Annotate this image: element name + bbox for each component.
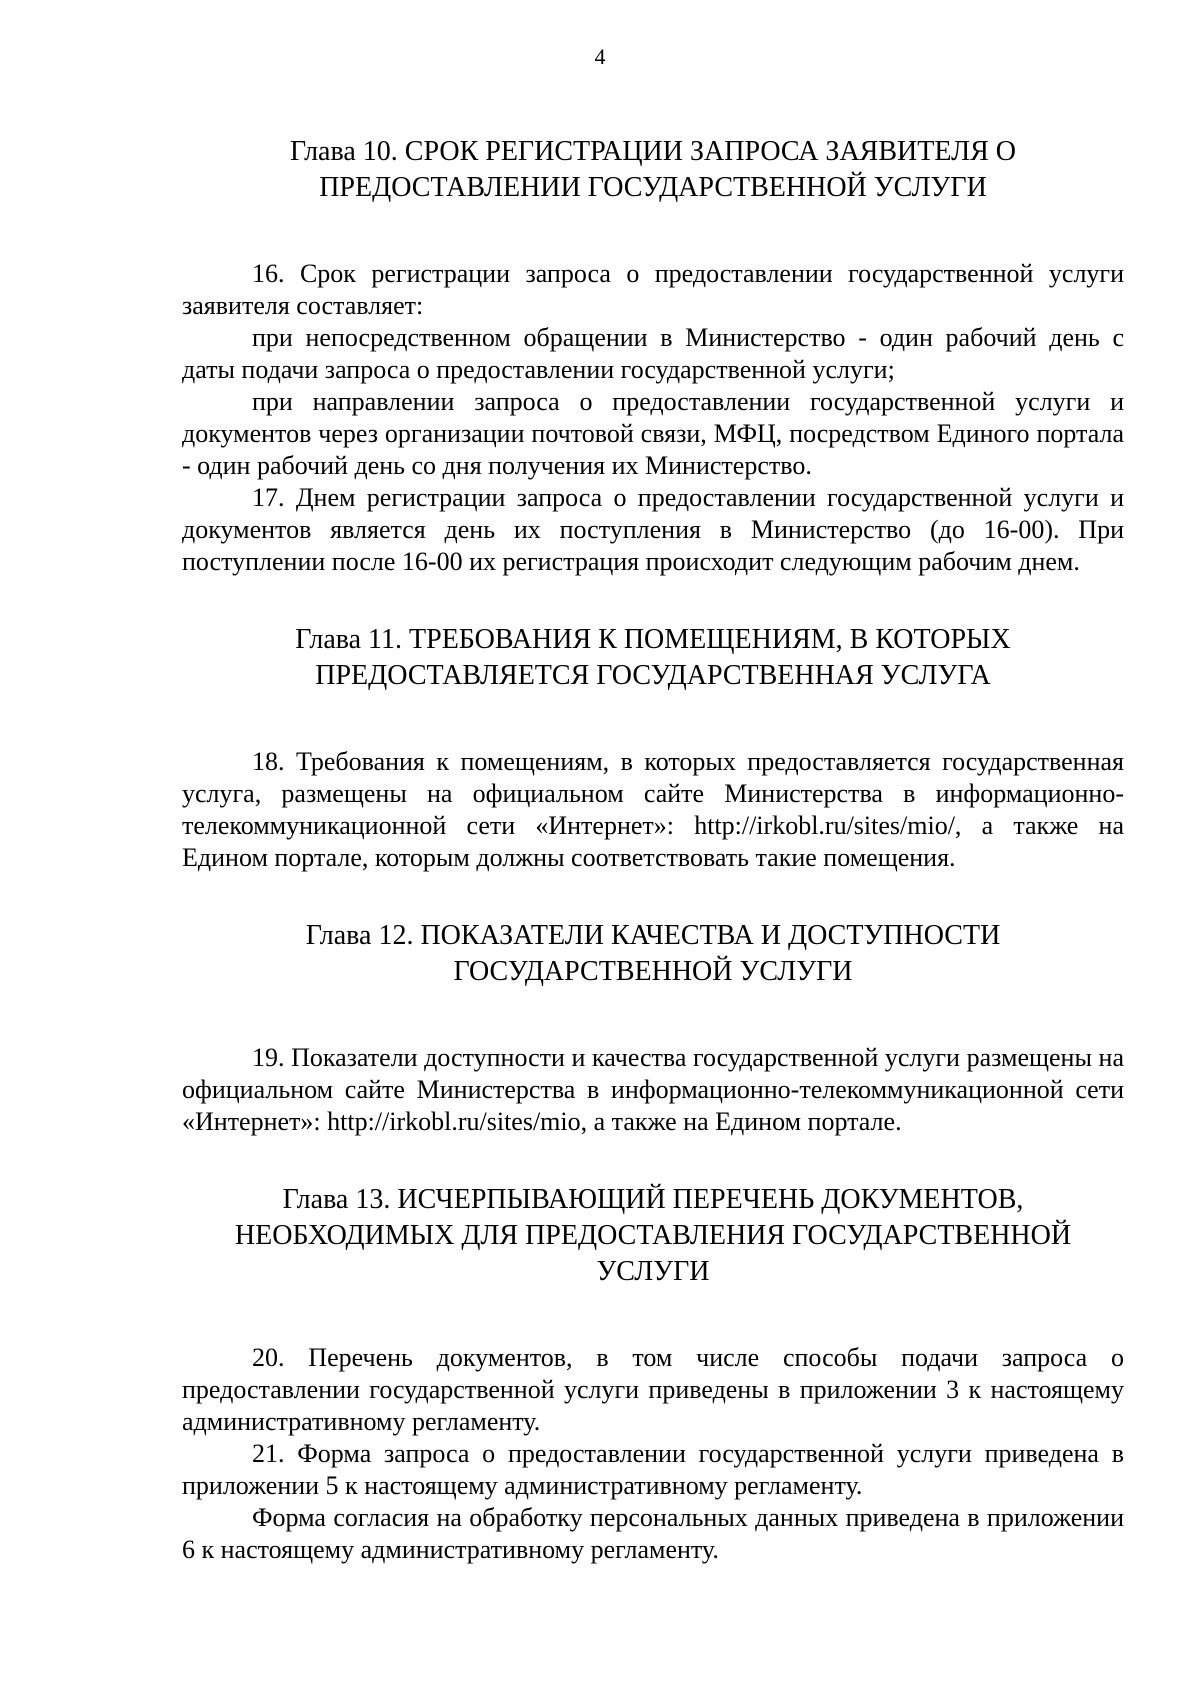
chapter-title-line: Глава 11. ТРЕБОВАНИЯ К ПОМЕЩЕНИЯМ, В КОТОРЫХ <box>295 624 1011 655</box>
page-number: 4 <box>594 44 606 69</box>
chapter-13-title <box>182 1182 1124 1290</box>
paragraph-16-item-mail: при направлении запроса о предоставлении государственной услуги и документов через организации почтовой связи, МФЦ, посредством Единого портала - один рабочий день со дня получения их Министерство. <box>182 387 1124 480</box>
chapter-10-title <box>182 134 1124 206</box>
paragraph-21: 21. Форма запроса о предоставлении государственной услуги приведена в приложении 5 к настоящему административному регламенту. <box>182 1439 1124 1500</box>
paragraph-19: 19. Показатели доступности и качества государственной услуги размещены на официальном сайте Министерства в информационно-телекоммуникационной сети «Интернет»: http://irkobl.ru/sites/mio, а также на Едином портале. <box>182 1043 1124 1136</box>
paragraph-16-item-direct: при непосредственном обращении в Министерство - один рабочий день с даты подачи запроса о предоставлении государственной услуги; <box>182 323 1124 384</box>
chapter-11-body <box>182 746 1124 874</box>
chapter-title-line: НЕОБХОДИМЫХ ДЛЯ ПРЕДОСТАВЛЕНИЯ ГОСУДАРСТВЕННОЙ <box>234 1220 1072 1251</box>
document-body <box>182 134 1124 1610</box>
paragraph-16: 16. Срок регистрации запроса о предоставлении государственной услуги заявителя составляет: <box>182 259 1124 320</box>
chapter-12-body <box>182 1042 1124 1138</box>
chapter-title-line: Глава 10. СРОК РЕГИСТРАЦИИ ЗАПРОСА ЗАЯВИТЕЛЯ О <box>290 136 1016 167</box>
chapter-10-body <box>182 258 1124 578</box>
chapter-13-body <box>182 1342 1124 1566</box>
paragraph-20: 20. Перечень документов, в том числе способы подачи запроса о предоставлении государственной услуги приведены в приложении 3 к настоящему административному регламенту. <box>182 1343 1124 1436</box>
chapter-11-title <box>182 622 1124 694</box>
paragraph-18: 18. Требования к помещениям, в которых предоставляется государственная услуга, размещены на официальном сайте Министерства в информационно-телекоммуникационной сети «Интернет»: http://irkobl.ru/sites/mio/, а также на Едином портале, которым должны соответствовать такие помещения. <box>182 747 1124 872</box>
chapter-title-line: Глава 12. ПОКАЗАТЕЛИ КАЧЕСТВА И ДОСТУПНОСТИ <box>305 920 1001 951</box>
chapter-title-line: ГОСУДАРСТВЕННОЙ УСЛУГИ <box>453 956 853 987</box>
chapter-title-line: ПРЕДОСТАВЛЯЕТСЯ ГОСУДАРСТВЕННАЯ УСЛУГА <box>315 660 991 691</box>
paragraph-17: 17. Днем регистрации запроса о предоставлении государственной услуги и документов является день их поступления в Министерство (до 16-00). При поступлении после 16-00 их регистрация происходит следующим рабочим днем. <box>182 483 1124 576</box>
chapter-12-title <box>182 918 1124 990</box>
chapter-title-line: УСЛУГИ <box>596 1256 710 1287</box>
chapter-title-line: ПРЕДОСТАВЛЕНИИ ГОСУДАРСТВЕННОЙ УСЛУГИ <box>319 172 987 203</box>
paragraph-consent-form: Форма согласия на обработку персональных данных приведена в приложении 6 к настоящему административному регламенту. <box>182 1503 1124 1564</box>
chapter-title-line: Глава 13. ИСЧЕРПЫВАЮЩИЙ ПЕРЕЧЕНЬ ДОКУМЕНТОВ, <box>282 1184 1024 1215</box>
